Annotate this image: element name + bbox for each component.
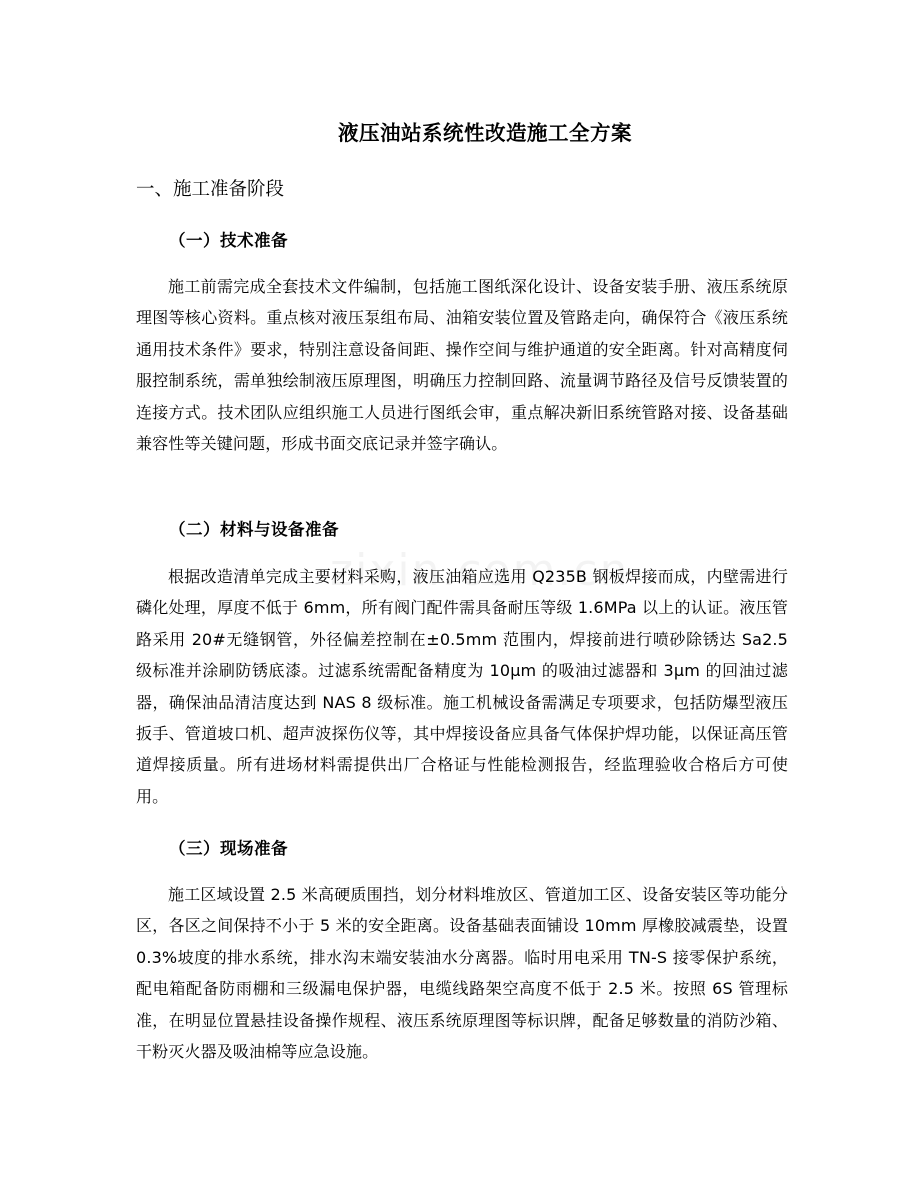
paragraph-site: 施工区域设置 2.5 米高硬质围挡，划分材料堆放区、管道加工区、设备安装区等功能分区，各区之间保持不小于 5 米的安全距离。设备基础表面铺设 10mm 厚橡胶减震垫，设置 0.3%坡度的排水系统，排水沟末端安装油水分离器。临时用电采用 TN-S 接零保护系统，配电箱配备防雨棚和三级漏电保护器，电缆线路架空高度不低于 2.5 米。按照 6S 管理标准，在明显位置悬挂设备操作规程、液压系统原理图等标识牌，配备足够数量的消防沙箱、干粉灭火器及吸油棉等应急设施。	[136, 885, 788, 1062]
subsection-heading-materials: （二）材料与设备准备	[169, 520, 339, 539]
paragraph-materials: 根据改造清单完成主要材料采购，液压油箱应选用 Q235B 钢板焊接而成，内壁需进行磷化处理，厚度不低于 6mm，所有阀门配件需具备耐压等级 1.6MPa 以上的认证。液压管路采用 20#无缝钢管，外径偏差控制在±0.5mm 范围内，焊接前进行喷砂除锈达 Sa2.5 级标准并涂刷防锈底漆。过滤系统需配备精度为 10μm 的吸油过滤器和 3μm 的回油过滤器，确保油品清洁度达到 NAS 8 级标准。施工机械设备需满足专项要求，包括防爆型液压扳手、管道坡口机、超声波探伤仪等，其中焊接设备应具备气体保护焊功能，以保证高压管道焊接质量。所有进场材料需提供出厂合格证与性能检测报告，经监理验收合格后方可使用。	[136, 567, 788, 806]
document-title: 液压油站系统性改造施工全方案	[338, 121, 632, 145]
section-heading-preparation: 一、施工准备阶段	[136, 179, 285, 200]
subsection-heading-technical: （一）技术准备	[169, 231, 288, 250]
subsection-heading-site: （三）现场准备	[169, 839, 288, 858]
paragraph-technical: 施工前需完成全套技术文件编制，包括施工图纸深化设计、设备安装手册、液压系统原理图等核心资料。重点核对液压泵组布局、油箱安装位置及管路走向，确保符合《液压系统通用技术条件》要求，特别注意设备间距、操作空间与维护通道的安全距离。针对高精度伺服控制系统，需单独绘制液压原理图，明确压力控制回路、流量调节路径及信号反馈装置的连接方式。技术团队应组织施工人员进行图纸会审，重点解决新旧系统管路对接、设备基础兼容性等关键问题，形成书面交底记录并签字确认。	[136, 277, 788, 454]
